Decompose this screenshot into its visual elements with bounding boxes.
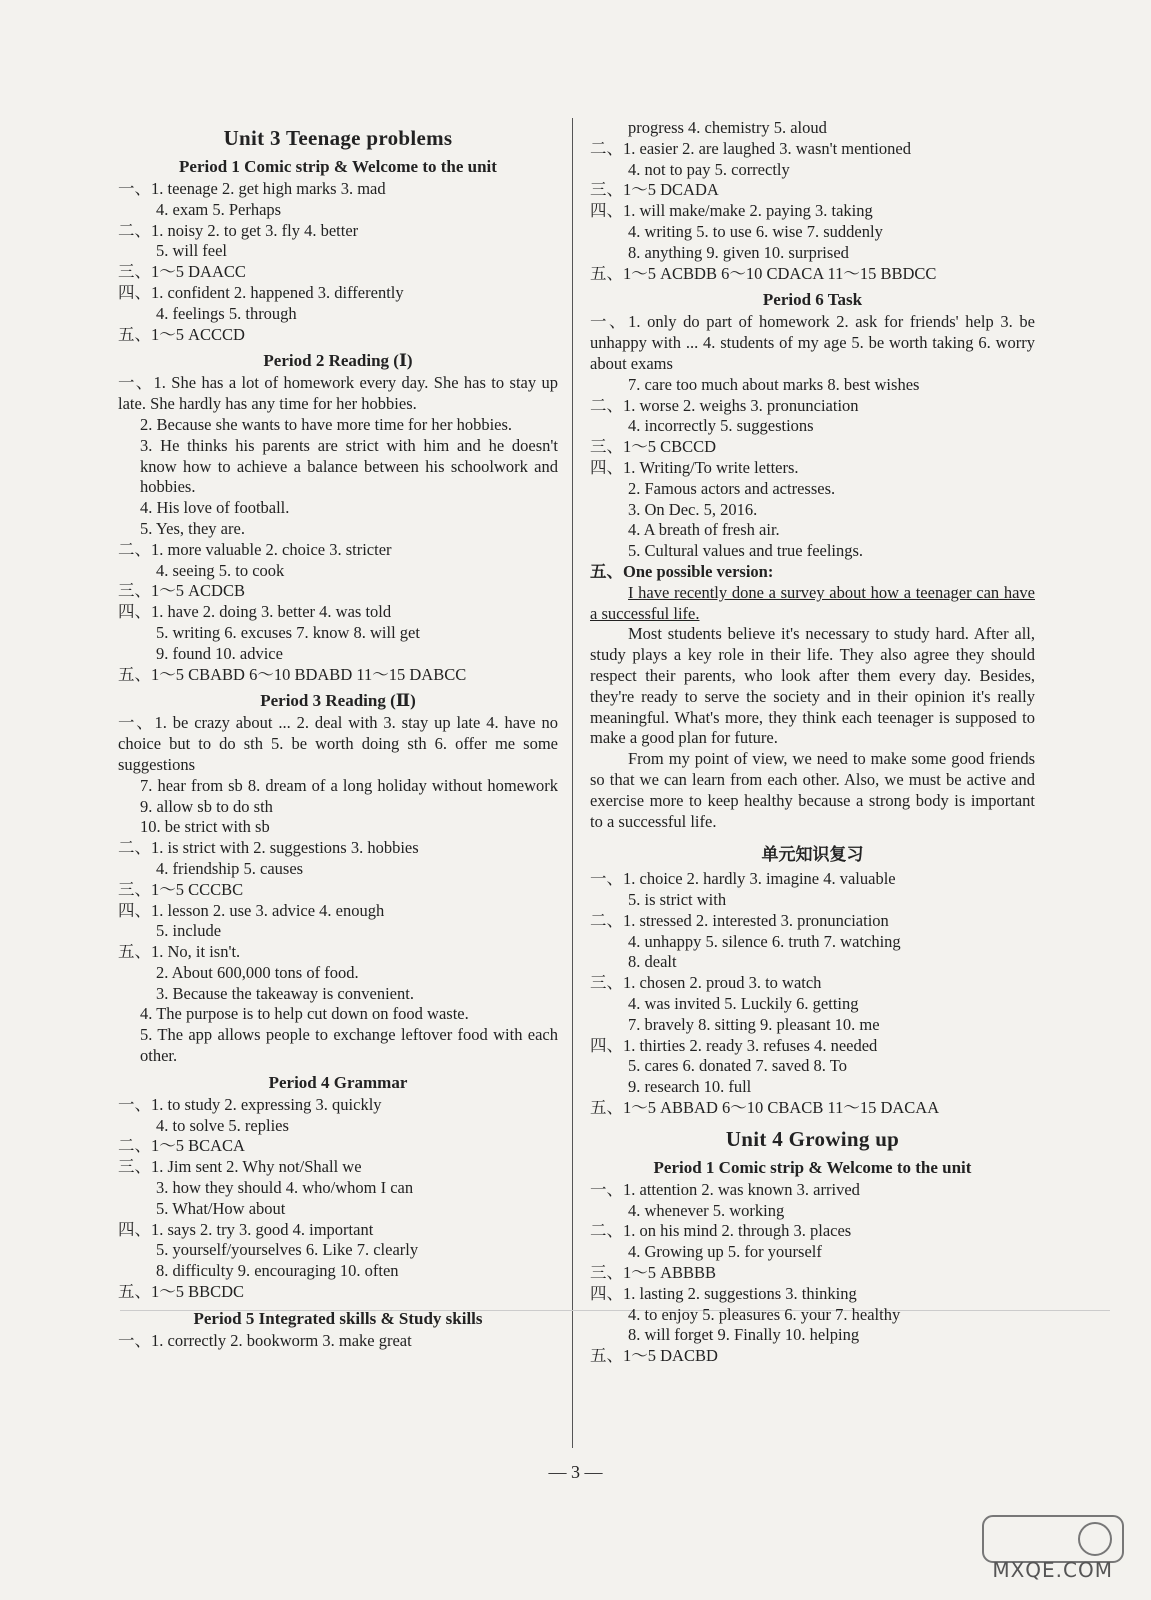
answer-line: 5. is strict with (628, 890, 727, 910)
answer-line: 四、1. Writing/To write letters. (590, 457, 799, 477)
answer-line: 4. feelings 5. through (156, 303, 297, 323)
answer-line: 四、1. confident 2. happened 3. differently (118, 282, 404, 302)
answer-line: 三、1～5 ABBBB (590, 1263, 717, 1283)
watermark-text: MXQE.COM (992, 1558, 1113, 1582)
period-6-title: Period 6 Task (762, 290, 863, 310)
answer-paragraph: 一、1. be crazy about ... 2. deal with 3. stay up late 4. have no choice but to do sth 5. be worth doing sth 6. offer me some suggestions (118, 713, 558, 774)
answer-line: 一、1. correctly 2. bookworm 3. make great (118, 1330, 412, 1350)
answer-paragraph: 4. The purpose is to help cut down on food waste. (140, 1004, 469, 1024)
answer-line: 三、1～5 DCADA (590, 180, 719, 200)
answer-line: 二、1. more valuable 2. choice 3. stricter (118, 539, 392, 559)
answer-paragraph: 5. The app allows people to exchange leftover food with each other. (140, 1025, 558, 1066)
left-column (118, 118, 558, 1352)
answer-line: 二、1. stressed 2. interested 3. pronunciation (590, 910, 889, 930)
answer-paragraph: 3. He thinks his parents are strict with him and he doesn't know how to achieve a balance between his schoolwork and hobbies. (140, 435, 558, 497)
answer-line: 三、1～5 CBCCD (590, 437, 717, 457)
answer-line: 5. will feel (156, 241, 228, 261)
answer-paragraph: 7. hear from sb 8. dream of a long holiday without homework 9. allow sb to do sth (140, 775, 558, 816)
answer-line: 一、1. choice 2. hardly 3. imagine 4. valuable (590, 869, 896, 889)
answer-line: 三、1～5 ACDCB (118, 581, 245, 601)
answer-line: 四、1. will make/make 2. paying 3. taking (590, 201, 873, 221)
period-5-title: Period 5 Integrated skills & Study skills (193, 1308, 483, 1328)
watermark-logo (973, 1510, 1133, 1590)
answer-line: 4. unhappy 5. silence 6. truth 7. watching (628, 931, 901, 951)
answer-line: 8. dealt (628, 952, 677, 972)
essay-paragraph: Most students believe it's necessary to study hard. After all, study plays a key role in their life. They also agree they should respect their parents, who look after them every day. Besides, they're ready to serve the society and in their opinion it's really meaningful. What's more, they think each teenager is supposed to make a good plan for future. (590, 624, 1035, 748)
answer-line: 二、1. easier 2. are laughed 3. wasn't mentioned (590, 138, 911, 158)
answer-line: 一、1. teenage 2. get high marks 3. mad (118, 179, 386, 198)
answer-line: 四、1. says 2. try 3. good 4. important (118, 1219, 374, 1239)
answer-line: 4. incorrectly 5. suggestions (628, 416, 814, 436)
answer-line: 5. yourself/yourselves 6. Like 7. clearly (156, 1240, 419, 1260)
answer-line: 四、1. lesson 2. use 3. advice 4. enough (118, 900, 385, 920)
answer-line: 五、1. No, it isn't. (118, 942, 241, 962)
answer-line: 4. His love of football. (140, 498, 290, 518)
answer-line: 三、1. chosen 2. proud 3. to watch (590, 973, 822, 993)
answer-line: 4. seeing 5. to cook (156, 560, 285, 580)
column-divider (572, 118, 573, 1448)
answer-paragraph: 一、1. only do part of homework 2. ask for friends' help 3. be unhappy with ... 4. students of my age 5. be worth taking 6. worry about exams (590, 312, 1035, 373)
answer-line: 一、1. attention 2. was known 3. arrived (590, 1179, 860, 1199)
answer-line: 4. Growing up 5. for yourself (628, 1242, 822, 1262)
answer-line: 三、1～5 DAACC (118, 262, 246, 282)
answer-line: 五、One possible version: (590, 561, 774, 581)
answer-paragraph: 一、1. She has a lot of homework every day. She has to stay up late. She hardly has any time for her hobbies. (118, 373, 558, 414)
answer-line: 四、1. lasting 2. suggestions 3. thinking (590, 1283, 857, 1303)
right-column (590, 118, 1035, 1367)
answer-line: 5. Cultural values and true feelings. (628, 541, 864, 561)
answer-line: 4. was invited 5. Luckily 6. getting (628, 994, 859, 1014)
answer-line: 4. friendship 5. causes (156, 858, 304, 878)
answer-line: 2. Famous actors and actresses. (628, 478, 836, 498)
answer-line: 9. research 10. full (628, 1077, 752, 1097)
answer-line: 3. Because the takeaway is convenient. (156, 983, 414, 1003)
answer-line: 4. to solve 5. replies (156, 1115, 289, 1135)
page-number: — 3 — (548, 1462, 603, 1482)
answer-line: 二、1. is strict with 2. suggestions 3. hobbies (118, 838, 419, 858)
essay-intro: I have recently done a survey about how a teenager can have a successful life. (590, 582, 1035, 623)
unit-3-title: Unit 3 Teenage problems (223, 126, 453, 150)
answer-line: 二、1. on his mind 2. through 3. places (590, 1221, 852, 1241)
answer-line: 四、1. thirties 2. ready 3. refuses 4. needed (590, 1035, 878, 1055)
answer-line: 二、1. worse 2. weighs 3. pronunciation (590, 395, 859, 415)
unit-4-title: Unit 4 Growing up (725, 1126, 900, 1151)
answer-line: 5. cares 6. donated 7. saved 8. To (628, 1056, 847, 1076)
answer-line: 5. include (156, 921, 222, 941)
answer-line: 9. found 10. advice (156, 643, 283, 663)
answer-line: 二、1. noisy 2. to get 3. fly 4. better (118, 220, 359, 240)
answer-line: 5. Yes, they are. (140, 518, 245, 538)
answer-line: 4. A breath of fresh air. (628, 520, 780, 540)
answer-line: 4. whenever 5. working (628, 1200, 785, 1220)
review-title: 单元知识复习 (761, 845, 864, 866)
answer-line: 4. exam 5. Perhaps (156, 199, 282, 219)
answer-line: 7. bravely 8. sitting 9. pleasant 10. me (628, 1014, 880, 1034)
answer-line: 五、1～5 DACBD (590, 1346, 718, 1366)
answer-line: 10. be strict with sb (140, 817, 270, 837)
answer-line: 五、1～5 ACBDB 6～10 CDACA 11～15 BBDCC (590, 263, 937, 283)
period-2-title: Period 2 Reading (Ⅰ) (263, 351, 413, 371)
answer-line: 五、1～5 ACCCD (118, 324, 245, 344)
answer-line: 二、1～5 BCACA (118, 1136, 245, 1156)
answer-line: 3. On Dec. 5, 2016. (628, 499, 758, 519)
answer-line: 4. writing 5. to use 6. wise 7. suddenly (628, 221, 883, 241)
answer-line: 三、1. Jim sent 2. Why not/Shall we (118, 1157, 362, 1177)
answer-line: 五、1～5 ABBAD 6～10 CBACB 11～15 DACAA (590, 1098, 940, 1118)
answer-paragraph: 2. Because she wants to have more time for her hobbies. (140, 414, 513, 434)
u4-period-1-title: Period 1 Comic strip & Welcome to the unit (653, 1157, 972, 1177)
answer-line: 一、1. to study 2. expressing 3. quickly (118, 1094, 382, 1114)
answer-line: 8. difficulty 9. encouraging 10. often (156, 1261, 399, 1281)
answer-line: 4. to enjoy 5. pleasures 6. your 7. healthy (628, 1304, 901, 1324)
answer-line: 五、1～5 BBCDC (118, 1282, 245, 1302)
answer-line: 2. About 600,000 tons of food. (156, 962, 359, 982)
period-3-title: Period 3 Reading (Ⅱ) (260, 691, 416, 711)
essay-paragraph: From my point of view, we need to make some good friends so that we can learn from each other. Also, we must be active and exercise more to keep healthy because a strong body is important to a successful life. (590, 749, 1035, 831)
answer-line: 五、1～5 CBABD 6～10 BDABD 11～15 DABCC (118, 664, 467, 684)
answer-line: 四、1. have 2. doing 3. better 4. was told (118, 602, 392, 622)
answer-line: 7. care too much about marks 8. best wishes (628, 374, 920, 394)
period-4-title: Period 4 Grammar (268, 1072, 408, 1092)
answer-line: 8. will forget 9. Finally 10. helping (628, 1325, 860, 1345)
answer-line: 4. not to pay 5. correctly (628, 159, 790, 179)
answer-line: 三、1～5 CCCBC (118, 879, 244, 899)
answer-line: 5. What/How about (156, 1198, 286, 1218)
answer-line: 5. writing 6. excuses 7. know 8. will get (156, 622, 420, 642)
period-1-title: Period 1 Comic strip & Welcome to the unit (179, 157, 497, 176)
answer-line: 8. anything 9. given 10. surprised (628, 242, 849, 262)
answer-line: 3. how they should 4. who/whom I can (156, 1178, 414, 1198)
answer-line: progress 4. chemistry 5. aloud (628, 118, 827, 137)
